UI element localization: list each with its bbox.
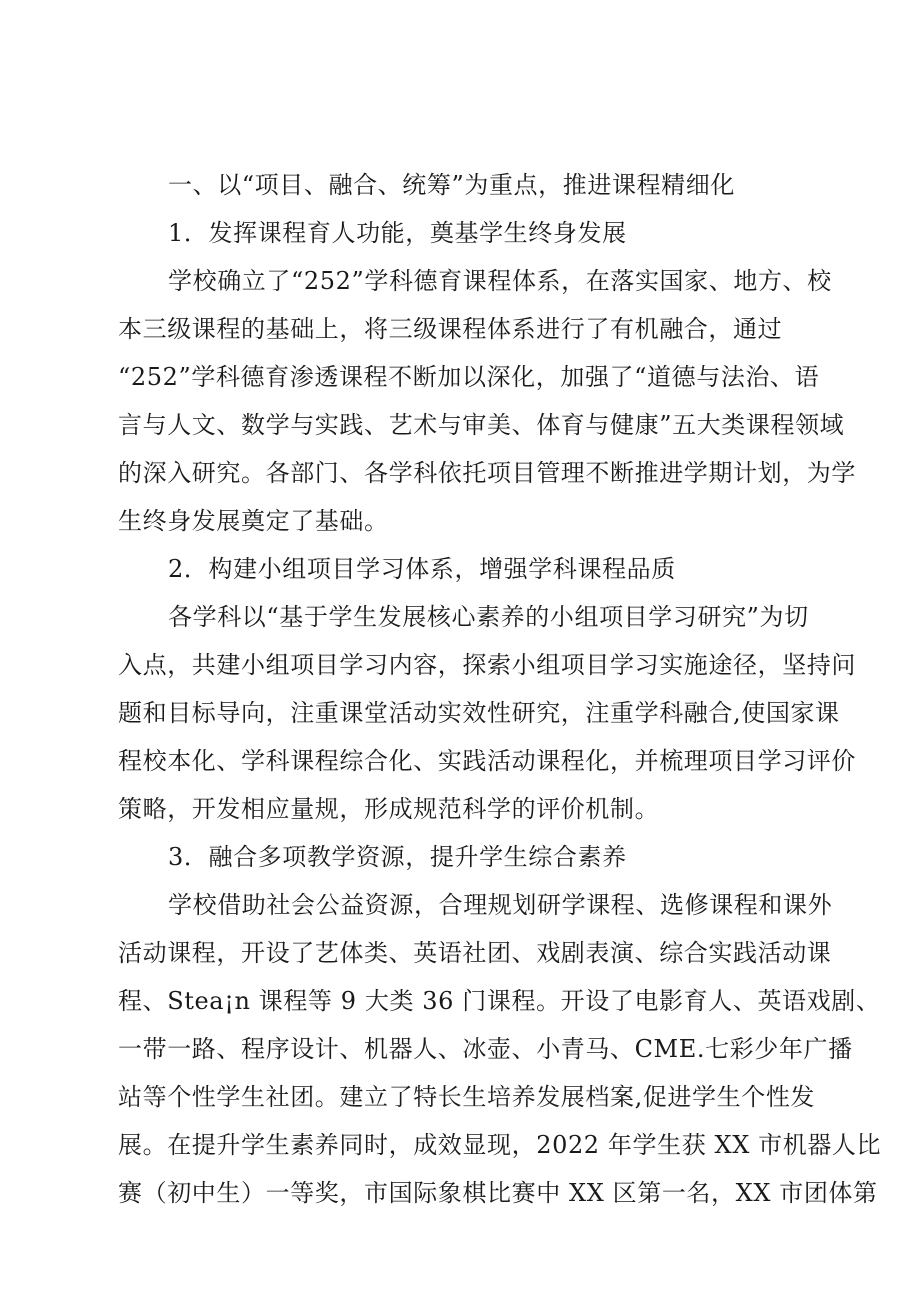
subsection-heading-3: 3．融合多项教学资源，提升学生综合素养	[168, 843, 627, 871]
paragraph-line: 学校借助社会公益资源，合理规划研学课程、选修课程和课外	[168, 891, 833, 919]
section-heading: 一、以“项目、融合、统筹”为重点，推进课程精细化	[168, 171, 735, 199]
paragraph-line: 程、Stea¡n 课程等 9 大类 36 门课程。开设了电影育人、英语戏剧、	[118, 987, 881, 1015]
paragraph-line: 策略，开发相应量规，形成规范科学的评价机制。	[118, 795, 660, 823]
paragraph-line: 程校本化、学科课程综合化、实践活动课程化，并梳理项目学习评价	[118, 747, 856, 775]
paragraph-line: 入点，共建小组项目学习内容，探索小组项目学习实施途径，坚持问	[118, 651, 856, 679]
paragraph-line: 赛（初中生）一等奖，市国际象棋比赛中 XX 区第一名，XX 市团体第	[118, 1179, 878, 1207]
paragraph-line: 本三级课程的基础上，将三级课程体系进行了有机融合，通过	[118, 315, 783, 343]
paragraph-line: 言与人文、数学与实践、艺术与审美、体育与健康”五大类课程领域	[118, 411, 845, 439]
paragraph-line: 学校确立了“252”学科德育课程体系，在落实国家、地方、校	[168, 267, 832, 295]
paragraph-line: 站等个性学生社团。建立了特长生培养发展档案,促进学生个性发	[118, 1083, 816, 1111]
paragraph-line: 的深入研究。各部门、各学科依托项目管理不断推进学期计划，为学	[118, 459, 856, 487]
subsection-heading-1: 1．发挥课程育人功能，奠基学生终身发展	[168, 219, 627, 247]
document-body	[118, 165, 882, 1214]
paragraph-line: 展。在提升学生素养同时，成效显现，2022 年学生获 XX 市机器人比	[118, 1131, 882, 1159]
paragraph-line: 一带一路、程序设计、机器人、冰壶、小青马、CME.七彩少年广播	[118, 1035, 853, 1063]
paragraph-line: 题和目标导向，注重课堂活动实效性研究，注重学科融合,使国家课	[118, 699, 840, 727]
subsection-heading-2: 2．构建小组项目学习体系，增强学科课程品质	[168, 555, 676, 583]
paragraph-line: “252”学科德育渗透课程不断加以深化，加强了“道德与法治、语	[118, 363, 820, 391]
paragraph-line: 各学科以“基于学生发展核心素养的小组项目学习研究”为切	[168, 603, 809, 631]
paragraph-line: 活动课程，开设了艺体类、英语社团、戏剧表演、综合实践活动课	[118, 939, 832, 967]
paragraph-line: 生终身发展奠定了基础。	[118, 507, 389, 535]
